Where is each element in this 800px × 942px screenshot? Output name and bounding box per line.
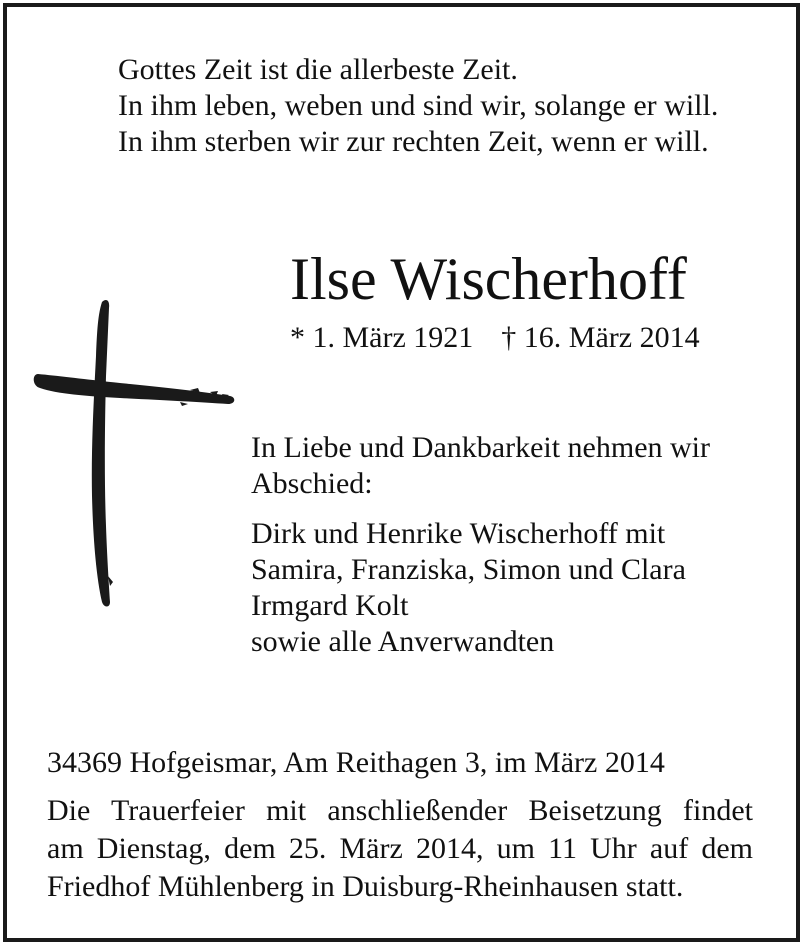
funeral-details	[47, 792, 753, 906]
mourners-block	[251, 430, 710, 660]
intro-line: In Liebe und Dankbarkeit nehmen wir	[251, 431, 711, 464]
farewell-intro	[251, 430, 710, 502]
intro-line: Abschied:	[251, 467, 373, 500]
death-date: † 16. März 2014	[501, 321, 700, 354]
mourner-names	[251, 516, 710, 660]
life-dates	[290, 320, 700, 356]
funeral-line: am Dienstag, dem 25. März 2014, um 11 Uhr auf dem	[47, 832, 753, 865]
mourner-line: Dirk und Henrike Wischerhoff mit	[251, 517, 666, 550]
verse-line: In ihm sterben wir zur rechten Zeit, wenn er will.	[118, 125, 709, 158]
address-line: 34369 Hofgeismar, Am Reithagen 3, im März 2014	[47, 746, 665, 779]
mourner-line: sowie alle Anverwandten	[251, 625, 555, 658]
funeral-line: Die Trauerfeier mit anschließender Beisetzung findet	[47, 794, 753, 827]
funeral-line: Friedhof Mühlenberg in Duisburg-Rheinhausen statt.	[47, 870, 684, 903]
verse-block	[118, 52, 718, 160]
birth-date: * 1. März 1921	[290, 321, 474, 354]
verse-line: Gottes Zeit ist die allerbeste Zeit.	[118, 53, 518, 86]
deceased-name: Ilse Wischerhoff	[290, 246, 687, 312]
verse-line: In ihm leben, weben und sind wir, solange er will.	[118, 89, 719, 122]
cross-icon	[30, 296, 240, 616]
mourner-line: Samira, Franziska, Simon und Clara	[251, 553, 686, 586]
mourner-line: Irmgard Kolt	[251, 589, 409, 622]
